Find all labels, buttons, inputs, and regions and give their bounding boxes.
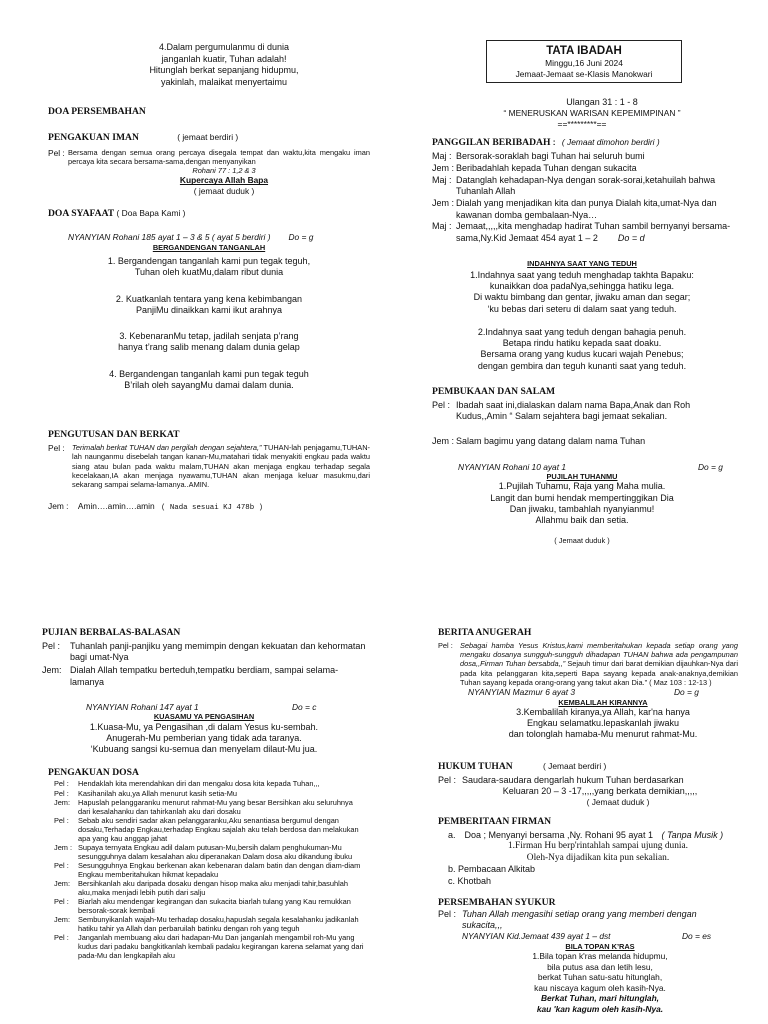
heading-pembukaan: PEMBUKAAN DAN SALAM <box>432 385 556 397</box>
song-key: Do = c <box>292 701 317 712</box>
song-verse <box>48 331 370 354</box>
speaker-label: Pel : <box>42 640 61 651</box>
section-pengakuan-dosa <box>42 767 366 960</box>
speaker-label: Pel : <box>48 443 65 454</box>
song-key: Do = d <box>617 233 645 244</box>
stage-note: ( Jemaat dimohon berdiri ) <box>561 137 660 148</box>
verse-line: 2. Kuatkanlah tentara yang kena kebimbangan <box>115 293 303 304</box>
heading-doa-syafaat: DOA SYAFAAT <box>48 208 115 220</box>
verse-line: ‘Kubuang sangsi ku-semua dan menyelam dilaut-Mu jua. <box>90 744 318 755</box>
section-indahnya <box>432 259 732 372</box>
speaker-text <box>72 443 370 489</box>
speaker-label: Pel : <box>438 640 453 650</box>
section-pembukaan <box>432 386 732 448</box>
speaker-label: Pel : <box>438 908 457 919</box>
song-verse <box>48 256 370 279</box>
speaker-label: Jem : <box>54 842 73 852</box>
refrain-line: kau 'kan kagum oleh kasih-Nya. <box>536 1003 664 1014</box>
verse-line: Hitunglah berkat sepanjang hidupmu, <box>149 65 299 76</box>
stage-note: ( jemaat duduk ) <box>193 185 255 196</box>
heading-syukur: PERSEMBAHAN SYUKUR <box>438 896 556 908</box>
song-verse <box>432 270 732 315</box>
speaker-text: Kasihanilah aku,ya Allah menurut kasih setia-Mu <box>78 788 237 798</box>
firman-item-a <box>438 830 738 841</box>
section-firman <box>438 816 738 887</box>
speaker-label: Pel : <box>54 860 69 870</box>
song-title: INDAHNYA SAAT YANG TEDUH <box>527 258 637 268</box>
verse-line: ‘ku bebas dari seteru di dalam saat yang teduh. <box>487 303 677 314</box>
title-box <box>486 40 682 83</box>
speaker-text: Bersihkanlah aku daripada dosaku dengan hisop maka aku menjadi tahir,basuhlah aku,maka menjadi lebih putih dari salju <box>78 878 348 897</box>
heading-firman: PEMBERITAAN FIRMAN <box>438 815 552 827</box>
speaker-label: Pel : <box>54 779 69 789</box>
verse-line: dan tolonglah hamaba-Mu menurut rahmat-Mu. <box>508 729 698 740</box>
verse-line: janganlah kuatir, Tuhan adalah! <box>161 53 287 64</box>
speaker-label: Pel : <box>54 815 69 825</box>
speaker-text: Bersorak-soraklah bagi Tuhan hai seluruh bumi <box>456 151 645 162</box>
speaker-label: Jem : <box>48 501 69 512</box>
theme: “ MENERUSKAN WARISAN KEPEMIMPINAN ” <box>503 108 681 119</box>
song-line: NYANYIAN Rohani 10 ayat 1 <box>458 461 567 472</box>
speaker-text: Saudara-saudara dengarlah hukum Tuhan berdasarkan <box>462 774 684 785</box>
speaker-text: Sebab aku sendiri sadar akan pelanggaranku,Aku senantiasa bergumul dengan dosaku,Terhadap Engkau,terhadap Engkau sajalah aku telah berdosa dan melakukan apa yang kau anggap jahat <box>78 815 359 843</box>
song-verse <box>462 951 738 1014</box>
speaker-label: Pel : <box>54 788 69 798</box>
speaker-text: Janganlah membuang aku dari hadapan-Mu Dan janganlah mengambil roh-Mu yang kudus dari padaku bangkitkanlah kembali padaku kegirangan karena selamat yang dari pada-Mu dan lengkapilah aku <box>78 933 364 961</box>
stage-note: ( Jemaat duduk ) <box>586 797 650 808</box>
divider-stars: ==*********== <box>557 118 607 129</box>
verse-line: kau niscaya kagum oleh kasih-Nya. <box>534 982 666 993</box>
speaker-label: Jem : <box>432 436 455 447</box>
speaker-label: Pel : <box>54 933 69 942</box>
heading-panggilan: PANGGILAN BERIBADAH <box>432 137 551 149</box>
blessing-italic: Terimalah berkat TUHAN dan pergilah dengan sejahtera,” <box>72 443 262 453</box>
song-verse <box>458 841 738 865</box>
verse-line: 1. Bergandengan tanganlah kami pun tegak teguh, <box>107 256 311 267</box>
speaker-label: Maj : <box>432 151 452 162</box>
verse-line: 3.Kembalilah kiranya,ya Allah, kar'na hanya <box>516 706 690 717</box>
section-nyanyian-185 <box>48 232 370 391</box>
section-syukur <box>438 897 738 1014</box>
speaker-label: Jem : <box>432 197 455 208</box>
verse-line: 1.Indahnya saat yang teduh menghadap takhta Bapaku: <box>470 269 694 280</box>
verse-line: Di waktu bimbang dan gentar, jiwaku aman dan segar; <box>473 292 691 303</box>
confession-dialog <box>54 779 366 960</box>
song-verse <box>42 722 366 756</box>
speaker-text: Dialah Allah tempatku berteduh,tempatku berdiam, sampai selama-lamanya <box>70 665 339 687</box>
song-title: KEMBALILAH KIRANNYA <box>558 697 648 707</box>
verse-line: Tuhan oleh kuatMu,dalam ribut dunia <box>134 267 284 278</box>
section-pengutusan <box>48 429 370 513</box>
song-key: Do = g <box>674 687 699 698</box>
song-key: Do = g <box>288 232 314 243</box>
speaker-label: Jem: <box>54 914 71 924</box>
speaker-text: Sembunyikanlah wajah-Mu terhadap dosaku,hapuslah segala kesalahanku jadikanlah hatiku tahir ya Allah dan perbaruilah batinku dengan roh yang teguh <box>78 914 359 933</box>
verse-line: Dan jiwaku, tambahlah nyanyianmu! <box>509 503 655 514</box>
speaker-text: Supaya ternyata Engkau adil dalam putusan-Mu,bersih dalam penghukuman-Mu sesungguhnya dalam kesalahan aku diperanakan Dalam dosa aku dikandung ibuku <box>78 842 353 861</box>
verse-line: 1.Firman Hu berp'rintahlah sampai ujung dunia. <box>507 840 689 851</box>
call-to-worship <box>432 151 732 245</box>
verse-line: 1.Kuasa-Mu, ya Pengasihan ,di dalam Yesus ku-sembah. <box>89 721 319 732</box>
verse-line: 1.Pujilah Tuhamu, Raja yang Maha mulia. <box>498 481 666 492</box>
heading-pengakuan-iman: PENGAKUAN IMAN <box>48 131 139 143</box>
service-date: Minggu,16 Juni 2024 <box>545 58 623 69</box>
song-verse <box>432 481 732 526</box>
song-line: NYANYIAN Kid.Jemaat 439 ayat 1 – dst <box>462 931 611 942</box>
list-item: b. Pembacaan Alkitab <box>448 864 536 875</box>
top-left-column <box>48 42 370 514</box>
section-hukum <box>438 761 738 808</box>
speaker-text: Datanglah kehadapan-Nya dengan sorak-sorai,ketahuilah bahwa Tuhanlah Allah <box>456 174 716 197</box>
verse-line: hanya t’rang salib menang dalam dunia gelap <box>118 342 300 353</box>
speaker-label: Jem: <box>42 665 62 676</box>
stage-note: ( Jemaat duduk ) <box>554 536 610 546</box>
stage-note: ( Tanpa Musik ) <box>661 829 724 840</box>
top-right-column <box>432 97 732 546</box>
blessing-text: TUHAN-lah penjagamu,TUHAN-lah naunganmu disebelah tangan kanan-Mu,matahari tidak menyakiti engkau pada waktu siang atau bulan pada waktu malam,TUHAN akan menjaga engkau terhadap segala kecelakaan,IA akan menjaga nyawamu,TUHAN akan menjaga keluar masukmu,dari sekarang sampai selama-lamanya..AMIN. <box>72 443 370 490</box>
verse-line: PanjiMu dinaikkan kami ikut arahnya <box>135 304 283 315</box>
verse-line: 3. KebenaranMu tetap, jadilah senjata p’rang <box>119 331 299 342</box>
stage-note: ( Jemaat berdiri ) <box>543 760 607 771</box>
song-verse <box>432 327 732 372</box>
stage-note: ( jemaat berdiri ) <box>177 131 239 142</box>
heading-pengakuan-dosa: PENGAKUAN DOSA <box>48 767 139 779</box>
speaker-label: Jem: <box>54 878 71 888</box>
song-key: Do = es <box>682 931 712 942</box>
hymn-title: Kupercaya Allah Bapa <box>179 175 269 186</box>
verse-line: dengan gembira dan teguh kunanti saat yang teduh. <box>477 360 687 371</box>
list-item: Doa ; Menyanyi bersama ,Ny. Rohani 95 ayat 1 <box>464 829 653 840</box>
speaker-label: Jem : <box>432 162 455 173</box>
speaker-text: Sesungguhnya Engkau berkenan akan kebenaran dalam batin dan dengan diam-diam Engkau memberitahukan hikmat kepadaku <box>78 860 361 879</box>
verse-line: B’rilah oleh sayangMu damai dalam dunia. <box>124 379 294 390</box>
song-line: NYANYIAN Rohani 185 ayat 1 – 3 & 5 ( ayat 5 berdiri ) <box>68 232 271 243</box>
speaker-label: Maj : <box>432 221 452 232</box>
speaker-text <box>456 221 732 244</box>
document-title: TATA IBADAH <box>546 45 622 57</box>
verse-line: yakinlah, malaikat menyertaimu <box>160 77 288 88</box>
verse-line: Allahmu baik dan setia. <box>535 515 629 526</box>
verse-line: 4. Bergandengan tanganlah kami pun tegak teguh <box>109 368 309 379</box>
song-verse <box>468 707 738 741</box>
speaker-text: Dialah yang menjadikan kita dan punya Dialah kita,umat-Nya dan kawanan domba gembalaan-Nya… <box>456 197 717 220</box>
heading-pengutusan: PENGUTUSAN DAN BERKAT <box>48 429 180 441</box>
verse-line: Betapa rindu hatiku kepada saat doaku. <box>502 338 662 349</box>
speaker-text: Biarlah aku mendengar kegirangan dan sukacita biarlah tulang yang Kau remukkan bersorak-sorak kembali <box>78 896 351 915</box>
verse-line: bila putus asa dan letih lesu, <box>547 961 653 972</box>
speaker-text <box>460 641 738 687</box>
amen-line <box>48 501 370 513</box>
heading-doa-persembahan: DOA PERSEMBAHAN <box>48 105 146 117</box>
speaker-label: Pel : <box>438 774 457 785</box>
song-title: BILA TOPAN K’RAS <box>565 941 635 951</box>
verse-line: Engkau selamatku.lepaskanlah jiwaku <box>526 718 680 729</box>
verse-line: Oleh-Nya dijadikan kita pun sekalian. <box>526 852 670 863</box>
speaker-label: Pel : <box>48 147 65 158</box>
verse-line: 2.Indahnya saat yang teduh dengan bahagia penuh. <box>477 326 687 337</box>
congregation: Jemaat-Jemaat se-Klasis Manokwari <box>515 68 653 79</box>
song-title: BERGANDENGAN TANGANLAH <box>152 242 266 252</box>
speaker-text: Tuhanlah panji-panjiku yang memimpin dengan kekuatan dan kehormatan bagi umat-Nya <box>70 640 366 663</box>
song-title: PUJILAH TUHANMU <box>546 472 618 482</box>
speaker-label: Maj : <box>432 174 452 185</box>
verse-line: Langit dan bumi hendak mempertinggikan Dia <box>490 492 674 503</box>
section-panggilan: PANGGILAN BERIBADAH : ( Jemaat dimohon berdiri ) Maj : Bersorak-soraklah bagi Tuhan hai seluruh bumi Jem : Beribadahlah kepada Tuhan dengan sukacita Maj : Datanglah kehadapan-Nya dengan sorak-sorai,ketahuilah bahwa Tuhanlah Allah Jem : Dialah yang menjadikan kita dan punya Dialah kita,umat-Nya dan kawanan domba gembalaan-Nya… Maj : Jemaat,,,,,kita menghadap hadirat Tuhan sambil bernyanyi bersama-sama,Ny.Kid Jemaat 454 ayat 1 – 2 Do = d <box>432 137 731 244</box>
song-key: Do = g <box>698 461 723 472</box>
verse-line: berkat Tuhan satu-satu hitunglah, <box>537 972 663 983</box>
section-nyanyian-147 <box>42 702 366 756</box>
song-title: KUASAMU YA PENGASIHAN <box>153 712 255 722</box>
heading-sub: ( Doa Bapa Kami ) <box>116 208 186 219</box>
heading-pujian: PUJIAN BERBALAS-BALASAN <box>42 627 181 638</box>
list-marker: a. <box>448 829 456 840</box>
song-verse <box>48 369 370 392</box>
speaker-label: Pel : <box>54 896 69 906</box>
speaker-text: Bersama dengan semua orang percaya disegala tempat dan waktu,kita mengaku iman percaya kita secara bersama-sama,dengan menyanyikan <box>68 147 370 166</box>
verse-line: Bersama orang yang kudus kucari wajah Penebus; <box>480 349 684 360</box>
speaker-text: Salam bagimu yang datang dalam nama Tuhan <box>456 436 646 447</box>
speaker-text: Beribadahlah kepada Tuhan dengan sukacita <box>456 162 637 173</box>
song-line: NYANYIAN Mazmur 6 ayat 3 <box>468 687 576 698</box>
absolution-italic: Sebagai hamba Yesus Kristus,kami memberitahukan kepada setiap orang yang mengaku dosanya sungguh-sungguh dihadapan TUHAN bahwa ada pengampunan dosa,,Firman Tuhan bersabda,,” <box>460 640 738 669</box>
section-doa-syafaat <box>48 208 370 220</box>
refrain-line: Berkat Tuhan, mari hitunglah, <box>540 993 660 1004</box>
verse-line: kunaikkan doa padaNya,sehingga hatiku lega. <box>489 281 675 292</box>
heading-hukum: HUKUM TUHAN <box>438 760 513 772</box>
speaker-text: Hendaklah kita merendahkan diri dan mengaku dosa kita kepada Tuhan,,, <box>78 779 320 789</box>
heading-berita: BERITA ANUGERAH <box>438 627 532 638</box>
stage-note: ( Nada sesuai KJ 478b ) <box>161 504 264 513</box>
hymn-reference: Rohani 77 : 1,2 & 3 <box>192 166 256 176</box>
scripture-reference: Ulangan 31 : 1 - 8 <box>566 97 638 107</box>
speaker-text: Hapuslah pelanggaranku menurut rahmat-Mu yang besar Bersihkan aku seluruhnya dari kesalahanku dan tahirkanlah aku dari dosaku <box>78 797 353 816</box>
speaker-text: Amin….amin….amin <box>77 501 155 512</box>
verse-line: Anugerah-Mu pemberian yang tidak ada taranya. <box>106 732 302 743</box>
verse-line: 1.Bila topan k'ras melanda hidupmu, <box>532 951 668 962</box>
section-pengakuan-iman <box>48 132 370 197</box>
speaker-label: Pel : <box>432 399 451 410</box>
speaker-text: Ibadah saat ini,dialaskan dalam nama Bapa,Anak dan Roh Kudus,,Amin “ Salam sejahtera bagi jemaat sekalian. <box>456 399 691 422</box>
verse-line: 4.Dalam pergumulanmu di dunia <box>158 42 290 52</box>
bottom-right-column <box>438 627 738 1014</box>
bottom-left-column <box>42 627 366 960</box>
song-verse <box>48 294 370 317</box>
speaker-text-body: Jemaat,,,,,kita menghadap hadirat Tuhan sambil bernyanyi bersama-sama,Ny.Kid Jemaat 454 ayat 1 – 2 <box>456 221 731 244</box>
absolution-text: Sejauh timur dari barat demikian dijauhkan-Nya dari pada kita pelanggaran kita,seperti Bapa sayang kepada anak-anaknya,demikian Tuhan sayang kepada orang-orang yang takut akan Dia.” ( Maz 103 : 12-13 ) <box>460 659 738 687</box>
section-nyanyian-10 <box>432 462 732 546</box>
list-item: c. Khotbah <box>448 875 492 886</box>
song-line: NYANYIAN Rohani 147 ayat 1 <box>86 701 199 712</box>
scripture-reference: Keluaran 20 – 3 -17,,,,,yang berkata demikian,,,,, <box>502 785 698 796</box>
speaker-text: Tuhan Allah mengasihi setiap orang yang memberi dengan sukacita,,, <box>462 908 697 931</box>
speaker-label: Jem: <box>54 797 71 807</box>
hymn-verse-4 <box>78 42 370 89</box>
